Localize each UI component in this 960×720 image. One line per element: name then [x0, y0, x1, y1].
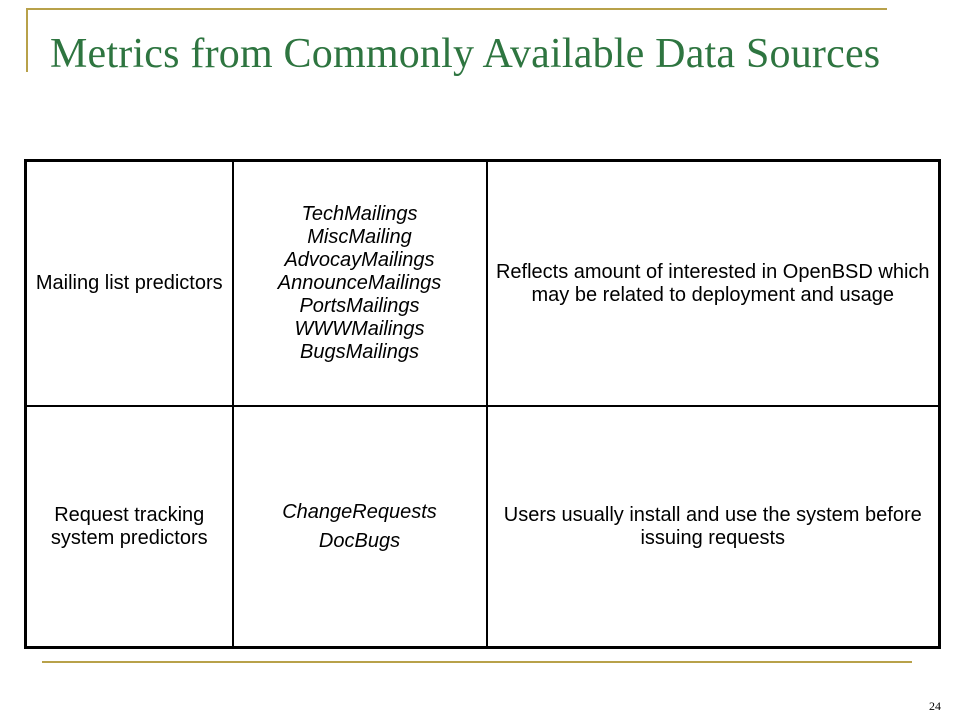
- metric-name: AdvocayMailings: [284, 249, 435, 271]
- category-label: Mailing list predictors: [35, 272, 223, 294]
- metric-name: PortsMailings: [299, 295, 420, 317]
- metrics-cell: [233, 406, 487, 648]
- category-cell: [26, 406, 233, 648]
- rationale-cell: [487, 406, 940, 648]
- slide-title: Metrics from Commonly Available Data Sources: [50, 31, 881, 77]
- bottom-rule: [42, 661, 912, 663]
- metric-name: AnnounceMailings: [277, 272, 442, 294]
- rationale-cell: [487, 161, 940, 407]
- page-number: 24: [929, 699, 941, 713]
- metric-name: TechMailings: [301, 203, 418, 225]
- metric-name: BugsMailings: [300, 341, 419, 363]
- rationale-text: Users usually install and use the system before issuing requests: [503, 503, 922, 549]
- metrics-cell: [233, 161, 487, 407]
- table-row: [26, 161, 940, 407]
- left-rule: [26, 8, 28, 72]
- metric-name: MiscMailing: [307, 226, 412, 248]
- top-rule: [26, 8, 887, 10]
- metric-name: ChangeRequests: [282, 500, 437, 523]
- metric-name: DocBugs: [318, 529, 401, 552]
- rationale-text: Reflects amount of interested in OpenBSD which may be related to deployment and usage: [495, 260, 930, 306]
- table-row: [26, 406, 940, 648]
- category-label: Request tracking system predictors: [50, 503, 208, 549]
- metrics-table: [24, 159, 941, 649]
- category-cell: [26, 161, 233, 407]
- metric-name: WWWMailings: [294, 318, 425, 340]
